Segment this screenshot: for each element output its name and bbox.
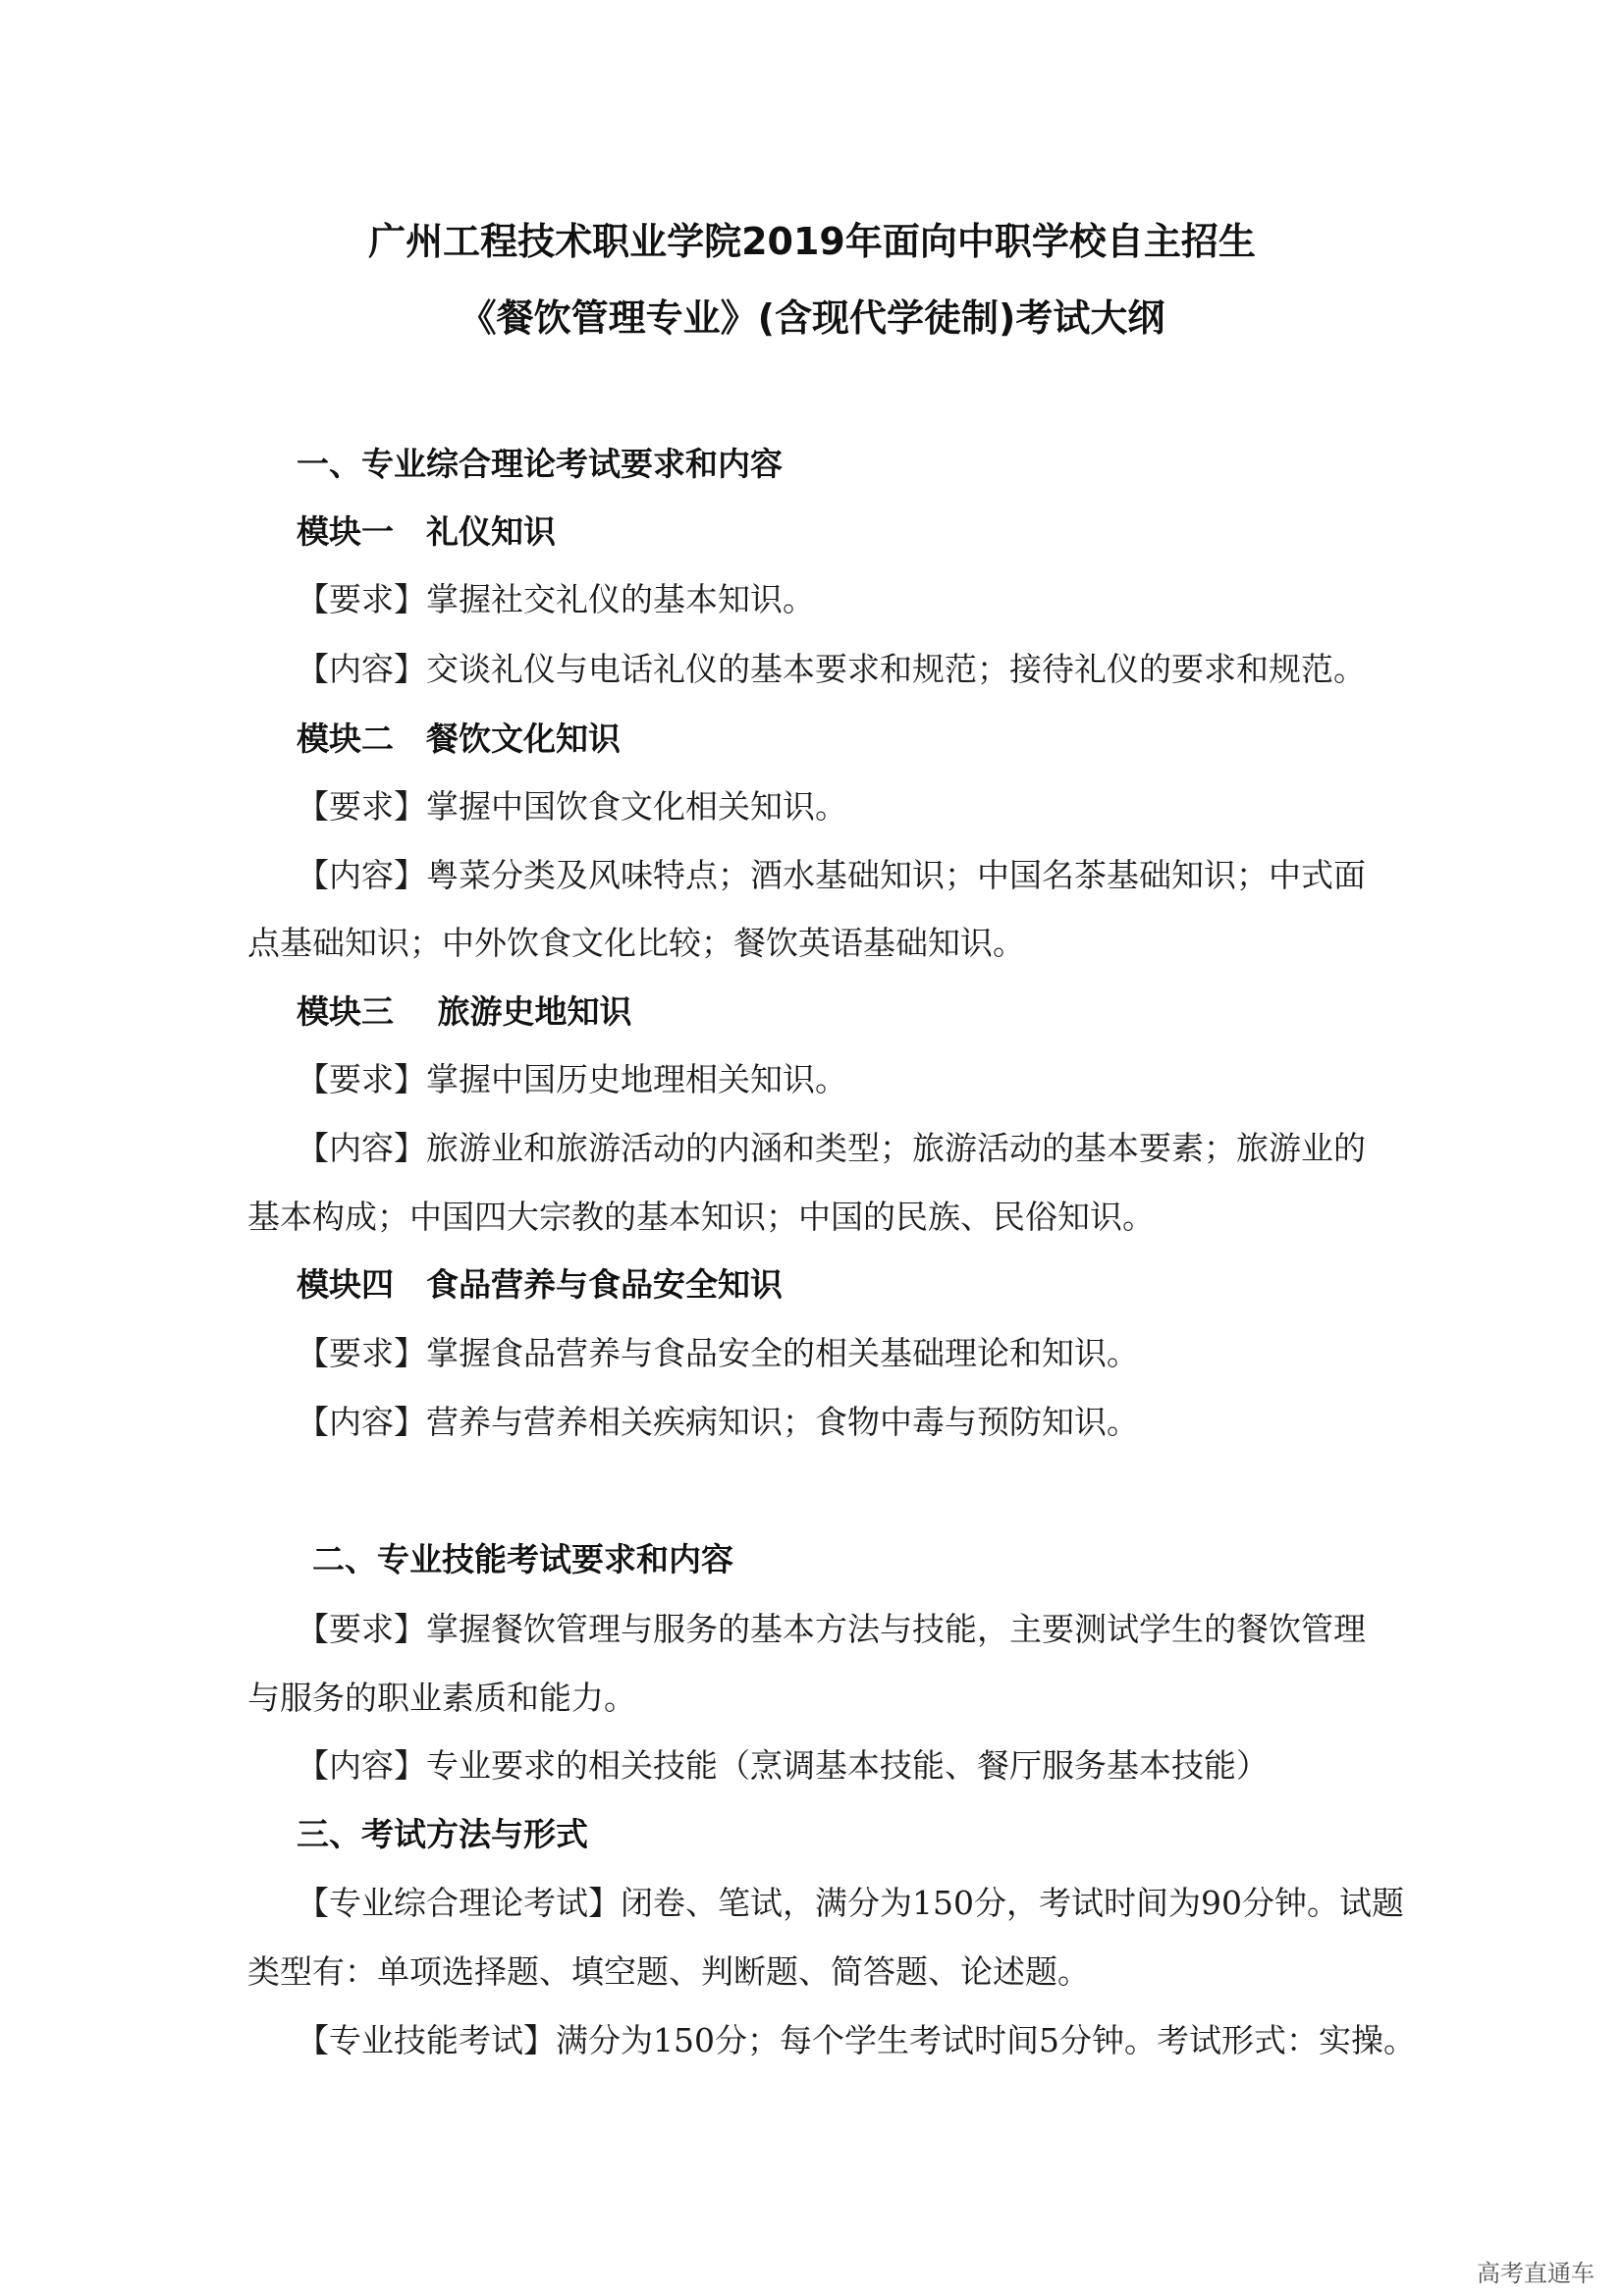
module2-content-line1: 【内容】粤菜分类及风味特点；酒水基础知识；中国名茶基础知识；中式面 bbox=[297, 856, 1366, 894]
module4-heading: 模块四 食品营养与食品安全知识 bbox=[297, 1265, 783, 1304]
module3-content-line2: 基本构成；中国四大宗教的基本知识；中国的民族、民俗知识。 bbox=[247, 1198, 1155, 1236]
module2-heading: 模块二 餐饮文化知识 bbox=[297, 720, 621, 758]
module3-heading: 模块三 旅游史地知识 bbox=[297, 992, 632, 1031]
section3-theory-line1: 【专业综合理论考试】闭卷、笔试，满分为150分，考试时间为90分钟。试题 bbox=[297, 1884, 1404, 1922]
document-title-line1: 广州工程技术职业学院2019年面向中职学校自主招生 bbox=[368, 220, 1256, 263]
section3-heading: 三、考试方法与形式 bbox=[297, 1815, 588, 1853]
section1-heading: 一、专业综合理论考试要求和内容 bbox=[297, 445, 783, 483]
watermark: 高考直通车 bbox=[1477, 2260, 1595, 2287]
module2-requirement: 【要求】掌握中国饮食文化相关知识。 bbox=[297, 787, 847, 826]
section2-heading: 二、专业技能考试要求和内容 bbox=[312, 1540, 733, 1578]
module1-heading: 模块一 礼仪知识 bbox=[297, 512, 556, 551]
module2-content-line2: 点基础知识；中外饮食文化比较；餐饮英语基础知识。 bbox=[247, 924, 1025, 962]
module3-content-line1: 【内容】旅游业和旅游活动的内涵和类型；旅游活动的基本要素；旅游业的 bbox=[297, 1129, 1366, 1167]
section3-skill: 【专业技能考试】满分为150分；每个学生考试时间5分钟。考试形式：实操。 bbox=[297, 2021, 1416, 2059]
module1-requirement: 【要求】掌握社交礼仪的基本知识。 bbox=[297, 580, 815, 618]
section2-requirement-line1: 【要求】掌握餐饮管理与服务的基本方法与技能，主要测试学生的餐饮管理 bbox=[297, 1610, 1366, 1648]
section2-content: 【内容】专业要求的相关技能（烹调基本技能、餐厅服务基本技能） bbox=[297, 1746, 1269, 1785]
module4-requirement: 【要求】掌握食品营养与食品安全的相关基础理论和知识。 bbox=[297, 1334, 1139, 1372]
module1-content: 【内容】交谈礼仪与电话礼仪的基本要求和规范；接待礼仪的要求和规范。 bbox=[297, 650, 1366, 688]
module3-requirement: 【要求】掌握中国历史地理相关知识。 bbox=[297, 1060, 847, 1098]
section3-theory-line2: 类型有：单项选择题、填空题、判断题、简答题、论述题。 bbox=[247, 1952, 1090, 1991]
document-title-line2: 《餐饮管理专业》(含现代学徒制)考试大纲 bbox=[459, 296, 1165, 340]
section2-requirement-line2: 与服务的职业素质和能力。 bbox=[247, 1679, 636, 1717]
module4-content: 【内容】营养与营养相关疾病知识；食物中毒与预防知识。 bbox=[297, 1403, 1139, 1441]
